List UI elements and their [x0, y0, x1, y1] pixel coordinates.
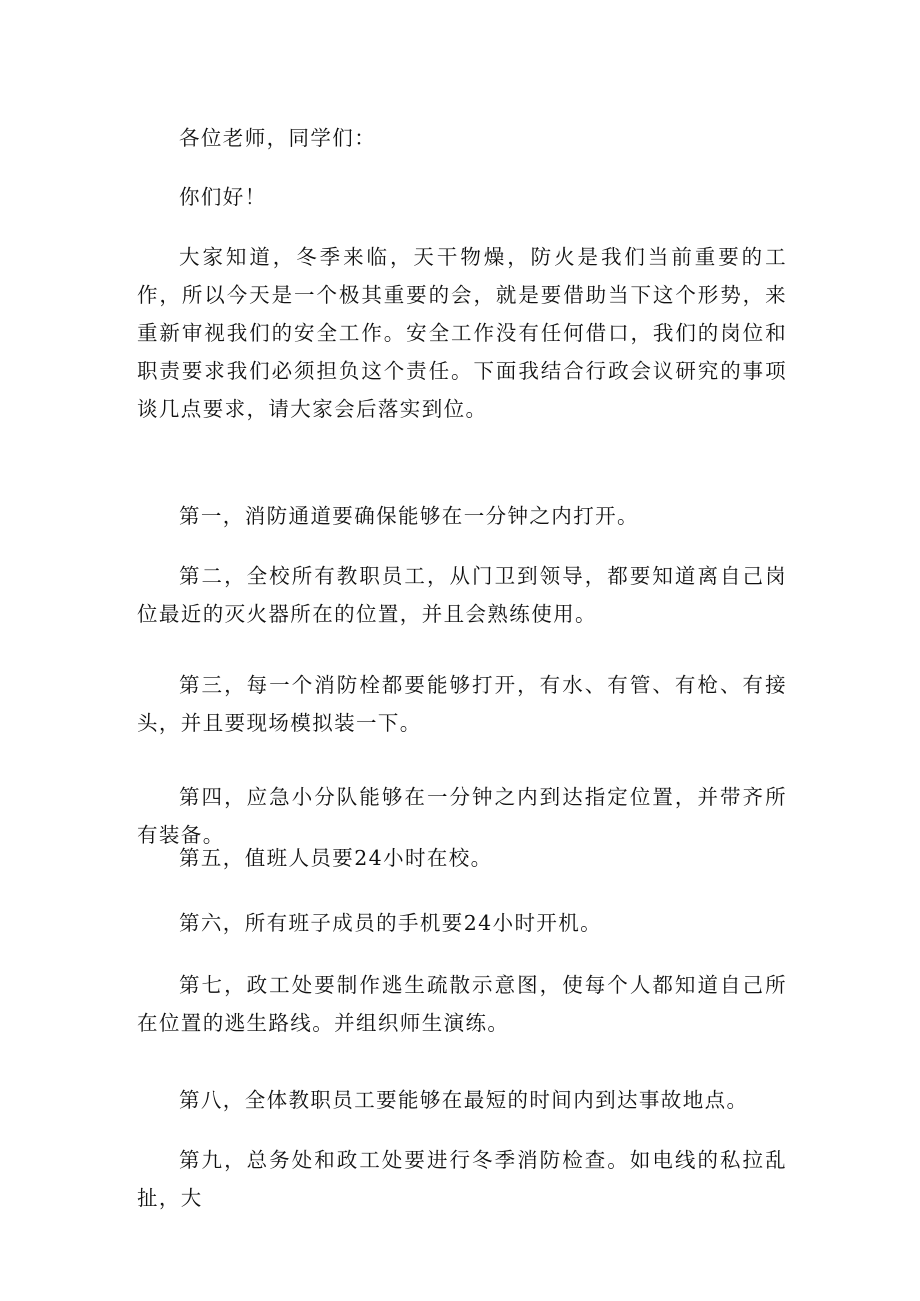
item-7: 第七，政工处要制作逃生疏散示意图，使每个人都知道自己所在位置的逃生路线。并组织师生演练。	[137, 973, 787, 1035]
item-6: 第六，所有班子成员的手机要24小时开机。	[179, 911, 603, 935]
intro-paragraph: 大家知道，冬季来临，天干物燥，防火是我们当前重要的工作，所以今天是一个极其重要的会，就是要借助当下这个形势，来重新审视我们的安全工作。安全工作没有任何借口，我们的岗位和职责要求我们必须担负这个责任。下面我结合行政会议研究的事项谈几点要求，请大家会后落实到位。	[137, 245, 787, 421]
item-8: 第八，全体教职员工要能够在最短的时间内到达事故地点。	[179, 1088, 749, 1112]
item-3: 第三，每一个消防栓都要能够打开，有水、有管、有枪、有接头，并且要现场模拟装一下。	[137, 673, 787, 735]
item-9: 第九，总务处和政工处要进行冬季消防检查。如电线的私拉乱扯，大	[137, 1148, 787, 1210]
item-1: 第一，消防通道要确保能够在一分钟之内打开。	[179, 504, 639, 528]
item-2: 第二，全校所有教职员工，从门卫到领导，都要知道离自己岗位最近的灭火器所在的位置，并且会熟练使用。	[137, 564, 787, 626]
greeting: 你们好！	[179, 185, 267, 209]
salutation: 各位老师，同学们：	[179, 126, 377, 150]
item-5: 第五，值班人员要24小时在校。	[179, 846, 493, 870]
item-4: 第四，应急小分队能够在一分钟之内到达指定位置，并带齐所有装备。	[137, 785, 787, 847]
